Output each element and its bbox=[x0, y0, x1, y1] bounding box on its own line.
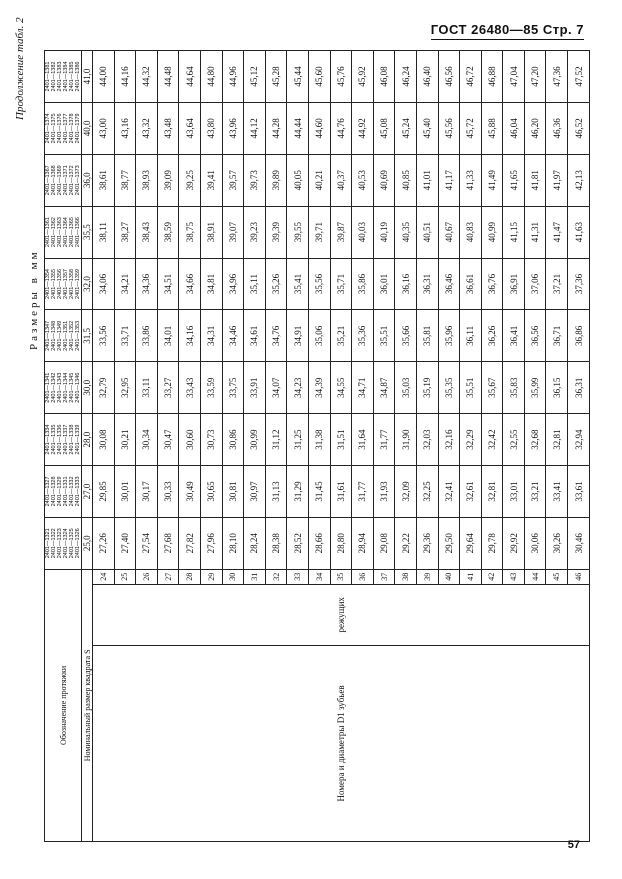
diameter-cell: 47,04 bbox=[503, 51, 525, 103]
diameter-cell: 35,41 bbox=[287, 258, 309, 310]
tooth-number: 32 bbox=[265, 569, 287, 584]
diameter-cell: 45,60 bbox=[308, 51, 330, 103]
diameter-cell: 28,38 bbox=[265, 517, 287, 569]
diameter-cell: 32,79 bbox=[93, 362, 115, 414]
diameter-cell: 44,32 bbox=[136, 51, 158, 103]
diameter-cell: 30,46 bbox=[568, 517, 590, 569]
diameter-cell: 38,11 bbox=[93, 206, 115, 258]
col-codes: 2401—1374 2401—1375 2401—1376 2401—1377 2401—1378 2401—1379 bbox=[45, 102, 82, 154]
diameter-cell: 38,27 bbox=[114, 206, 136, 258]
diameter-cell: 40,85 bbox=[395, 154, 417, 206]
diameter-cell: 34,61 bbox=[244, 310, 266, 362]
diameter-cell: 32,42 bbox=[481, 414, 503, 466]
col-codes: 2401—1381 2401—1382 2401—1383 2401—1384 2401—1385 2401—1386 bbox=[45, 51, 82, 103]
diameter-cell: 36,26 bbox=[481, 310, 503, 362]
diameter-cell: 37,36 bbox=[568, 258, 590, 310]
diameter-cell: 38,59 bbox=[157, 206, 179, 258]
diameter-cell: 30,06 bbox=[524, 517, 546, 569]
diameter-cell: 34,46 bbox=[222, 310, 244, 362]
diameter-cell: 30,73 bbox=[200, 414, 222, 466]
col-codes: 2401—1334 2401—1335 2401—1336 2401—1337 2401—1338 2401—1339 bbox=[45, 414, 82, 466]
diameter-cell: 33,43 bbox=[179, 362, 201, 414]
diameter-cell: 46,52 bbox=[568, 102, 590, 154]
diameter-cell: 30,34 bbox=[136, 414, 158, 466]
diameter-cell: 35,11 bbox=[244, 258, 266, 310]
col-codes: 2401—1347 2401—1348 2401—1349 2401—1351 2401—1352 2401—1353 bbox=[45, 310, 82, 362]
diameter-cell: 30,26 bbox=[546, 517, 568, 569]
diameter-cell: 33,41 bbox=[546, 466, 568, 518]
diameter-cell: 43,48 bbox=[157, 102, 179, 154]
diameter-cell: 35,66 bbox=[395, 310, 417, 362]
diameter-cell: 32,94 bbox=[568, 414, 590, 466]
diameter-cell: 38,93 bbox=[136, 154, 158, 206]
diameter-cell: 33,01 bbox=[503, 466, 525, 518]
codes-row bbox=[45, 51, 82, 842]
diameter-cell: 40,19 bbox=[373, 206, 395, 258]
col-size: 40,0 bbox=[82, 102, 93, 154]
diameter-cell: 36,76 bbox=[481, 258, 503, 310]
col-size: 41,0 bbox=[82, 51, 93, 103]
diameter-cell: 45,44 bbox=[287, 51, 309, 103]
diameter-cell: 39,57 bbox=[222, 154, 244, 206]
diameter-cell: 31,61 bbox=[330, 466, 352, 518]
diameter-cell: 39,25 bbox=[179, 154, 201, 206]
diameter-cell: 34,76 bbox=[265, 310, 287, 362]
table-row bbox=[93, 51, 115, 842]
diameter-cell: 47,52 bbox=[568, 51, 590, 103]
diameter-cell: 35,96 bbox=[438, 310, 460, 362]
diameter-cell: 36,41 bbox=[503, 310, 525, 362]
diameter-cell: 32,09 bbox=[395, 466, 417, 518]
diameter-cell: 30,60 bbox=[179, 414, 201, 466]
diameter-cell: 43,80 bbox=[200, 102, 222, 154]
diameter-cell: 40,83 bbox=[460, 206, 482, 258]
col-codes: 2401—1321 2401—1322 2401—1323 2401—1324 2401—1325 2401—1326 bbox=[45, 517, 82, 569]
diameter-cell: 41,31 bbox=[524, 206, 546, 258]
diameter-cell: 43,16 bbox=[114, 102, 136, 154]
diameter-cell: 36,16 bbox=[395, 258, 417, 310]
diameter-cell: 35,21 bbox=[330, 310, 352, 362]
col-size: 25,0 bbox=[82, 517, 93, 569]
diameter-cell: 32,81 bbox=[546, 414, 568, 466]
diameter-cell: 30,17 bbox=[136, 466, 158, 518]
diameter-cell: 32,55 bbox=[503, 414, 525, 466]
diameter-cell: 35,19 bbox=[416, 362, 438, 414]
diameter-cell: 35,81 bbox=[416, 310, 438, 362]
diameter-cell: 40,51 bbox=[416, 206, 438, 258]
diameter-cell: 31,29 bbox=[287, 466, 309, 518]
diameter-cell: 34,36 bbox=[136, 258, 158, 310]
diameter-cell: 31,25 bbox=[287, 414, 309, 466]
diameter-cell: 35,35 bbox=[438, 362, 460, 414]
tooth-number: 44 bbox=[524, 569, 546, 584]
diameter-cell: 29,50 bbox=[438, 517, 460, 569]
diameter-cell: 31,12 bbox=[265, 414, 287, 466]
diameter-cell: 34,06 bbox=[93, 258, 115, 310]
diameter-cell: 33,71 bbox=[114, 310, 136, 362]
tooth-number: 30 bbox=[222, 569, 244, 584]
tooth-number: 24 bbox=[93, 569, 115, 584]
diameter-cell: 34,55 bbox=[330, 362, 352, 414]
diameter-cell: 40,03 bbox=[352, 206, 374, 258]
diameter-cell: 40,05 bbox=[287, 154, 309, 206]
diameter-cell: 44,60 bbox=[308, 102, 330, 154]
diameter-cell: 30,49 bbox=[179, 466, 201, 518]
diameter-cell: 41,15 bbox=[503, 206, 525, 258]
col-size: 28,0 bbox=[82, 414, 93, 466]
diameter-cell: 27,68 bbox=[157, 517, 179, 569]
diameter-cell: 44,28 bbox=[265, 102, 287, 154]
diameter-cell: 30,08 bbox=[93, 414, 115, 466]
diameter-cell: 35,86 bbox=[352, 258, 374, 310]
col-size: 27,0 bbox=[82, 466, 93, 518]
diameter-cell: 32,61 bbox=[460, 466, 482, 518]
dimensions-table bbox=[44, 50, 590, 842]
diameter-cell: 36,86 bbox=[568, 310, 590, 362]
diameter-cell: 36,56 bbox=[524, 310, 546, 362]
diameter-cell: 31,38 bbox=[308, 414, 330, 466]
tooth-number: 45 bbox=[546, 569, 568, 584]
diameter-cell: 44,16 bbox=[114, 51, 136, 103]
diameter-cell: 44,80 bbox=[200, 51, 222, 103]
diameter-cell: 33,61 bbox=[568, 466, 590, 518]
diameter-cell: 27,54 bbox=[136, 517, 158, 569]
diameter-cell: 29,92 bbox=[503, 517, 525, 569]
diameter-cell: 30,65 bbox=[200, 466, 222, 518]
tooth-number: 37 bbox=[373, 569, 395, 584]
diameter-cell: 35,03 bbox=[395, 362, 417, 414]
diameter-cell: 36,11 bbox=[460, 310, 482, 362]
diameter-cell: 45,12 bbox=[244, 51, 266, 103]
diameter-cell: 46,88 bbox=[481, 51, 503, 103]
diameter-cell: 45,72 bbox=[460, 102, 482, 154]
table-body bbox=[93, 51, 590, 842]
diameter-cell: 33,86 bbox=[136, 310, 158, 362]
diameter-cell: 41,81 bbox=[524, 154, 546, 206]
sizes-row bbox=[82, 51, 93, 842]
table-continuation-label: Продолжение табл. 2 bbox=[14, 17, 26, 120]
diameter-cell: 39,87 bbox=[330, 206, 352, 258]
diameter-cell: 39,09 bbox=[157, 154, 179, 206]
tooth-number: 42 bbox=[481, 569, 503, 584]
diameter-cell: 35,99 bbox=[524, 362, 546, 414]
diameter-cell: 41,17 bbox=[438, 154, 460, 206]
diameter-cell: 44,48 bbox=[157, 51, 179, 103]
tooth-number: 31 bbox=[244, 569, 266, 584]
diameter-cell: 38,43 bbox=[136, 206, 158, 258]
diameter-cell: 33,59 bbox=[200, 362, 222, 414]
tooth-number: 35 bbox=[330, 569, 352, 584]
diameter-cell: 34,81 bbox=[200, 258, 222, 310]
rotated-table-container bbox=[44, 50, 590, 842]
diameter-cell: 39,55 bbox=[287, 206, 309, 258]
diameter-cell: 31,13 bbox=[265, 466, 287, 518]
diameter-cell: 33,21 bbox=[524, 466, 546, 518]
diameter-cell: 28,94 bbox=[352, 517, 374, 569]
diameter-cell: 34,96 bbox=[222, 258, 244, 310]
group-label: Номера и диаметры D1 зубьев bbox=[93, 645, 590, 841]
tooth-number: 41 bbox=[460, 569, 482, 584]
units-label: Размеры в мм bbox=[28, 249, 40, 350]
diameter-cell: 46,56 bbox=[438, 51, 460, 103]
diameter-cell: 32,16 bbox=[438, 414, 460, 466]
diameter-cell: 29,36 bbox=[416, 517, 438, 569]
diameter-cell: 45,28 bbox=[265, 51, 287, 103]
diameter-cell: 34,39 bbox=[308, 362, 330, 414]
diameter-cell: 31,64 bbox=[352, 414, 374, 466]
diameter-cell: 27,26 bbox=[93, 517, 115, 569]
diameter-cell: 33,75 bbox=[222, 362, 244, 414]
diameter-cell: 45,08 bbox=[373, 102, 395, 154]
col-codes: 2401—1327 2401—1328 2401—1329 2401—1331 2401—1332 2401—1333 bbox=[45, 466, 82, 518]
diameter-cell: 41,49 bbox=[481, 154, 503, 206]
diameter-cell: 35,26 bbox=[265, 258, 287, 310]
diameter-cell: 34,87 bbox=[373, 362, 395, 414]
diameter-cell: 36,71 bbox=[546, 310, 568, 362]
diameter-cell: 40,21 bbox=[308, 154, 330, 206]
diameter-cell: 36,31 bbox=[568, 362, 590, 414]
diameter-cell: 41,01 bbox=[416, 154, 438, 206]
diameter-cell: 29,22 bbox=[395, 517, 417, 569]
diameter-cell: 36,15 bbox=[546, 362, 568, 414]
page-header: ГОСТ 26480—85 Стр. 7 bbox=[431, 22, 584, 40]
diameter-cell: 35,56 bbox=[308, 258, 330, 310]
diameter-cell: 31,90 bbox=[395, 414, 417, 466]
diameter-cell: 40,69 bbox=[373, 154, 395, 206]
diameter-cell: 28,10 bbox=[222, 517, 244, 569]
tooth-number: 43 bbox=[503, 569, 525, 584]
diameter-cell: 32,95 bbox=[114, 362, 136, 414]
diameter-cell: 30,81 bbox=[222, 466, 244, 518]
nominal-size-header: Номинальный размер квадрата S bbox=[82, 569, 93, 841]
diameter-cell: 34,51 bbox=[157, 258, 179, 310]
diameter-cell: 30,47 bbox=[157, 414, 179, 466]
diameter-cell: 46,36 bbox=[546, 102, 568, 154]
diameter-cell: 40,37 bbox=[330, 154, 352, 206]
diameter-cell: 43,32 bbox=[136, 102, 158, 154]
diameter-cell: 42,13 bbox=[568, 154, 590, 206]
diameter-cell: 36,46 bbox=[438, 258, 460, 310]
diameter-cell: 45,40 bbox=[416, 102, 438, 154]
diameter-cell: 45,88 bbox=[481, 102, 503, 154]
diameter-cell: 31,93 bbox=[373, 466, 395, 518]
diameter-cell: 40,67 bbox=[438, 206, 460, 258]
diameter-cell: 31,77 bbox=[373, 414, 395, 466]
diameter-cell: 27,40 bbox=[114, 517, 136, 569]
diameter-cell: 34,23 bbox=[287, 362, 309, 414]
diameter-cell: 37,06 bbox=[524, 258, 546, 310]
diameter-cell: 35,36 bbox=[352, 310, 374, 362]
diameter-cell: 35,06 bbox=[308, 310, 330, 362]
diameter-cell: 41,97 bbox=[546, 154, 568, 206]
diameter-cell: 35,51 bbox=[373, 310, 395, 362]
diameter-cell: 46,04 bbox=[503, 102, 525, 154]
diameter-cell: 38,61 bbox=[93, 154, 115, 206]
diameter-cell: 47,20 bbox=[524, 51, 546, 103]
diameter-cell: 39,41 bbox=[200, 154, 222, 206]
tooth-number: 40 bbox=[438, 569, 460, 584]
diameter-cell: 44,64 bbox=[179, 51, 201, 103]
diameter-cell: 29,85 bbox=[93, 466, 115, 518]
diameter-cell: 45,92 bbox=[352, 51, 374, 103]
tooth-number: 36 bbox=[352, 569, 374, 584]
diameter-cell: 36,91 bbox=[503, 258, 525, 310]
diameter-cell: 32,81 bbox=[481, 466, 503, 518]
diameter-cell: 29,64 bbox=[460, 517, 482, 569]
diameter-cell: 30,21 bbox=[114, 414, 136, 466]
tooth-number: 25 bbox=[114, 569, 136, 584]
diameter-cell: 39,23 bbox=[244, 206, 266, 258]
diameter-cell: 28,24 bbox=[244, 517, 266, 569]
diameter-cell: 36,61 bbox=[460, 258, 482, 310]
diameter-cell: 46,08 bbox=[373, 51, 395, 103]
diameter-cell: 33,27 bbox=[157, 362, 179, 414]
diameter-cell: 38,75 bbox=[179, 206, 201, 258]
diameter-cell: 28,66 bbox=[308, 517, 330, 569]
diameter-cell: 33,56 bbox=[93, 310, 115, 362]
diameter-cell: 39,39 bbox=[265, 206, 287, 258]
tooth-number: 33 bbox=[287, 569, 309, 584]
diameter-cell: 30,01 bbox=[114, 466, 136, 518]
diameter-cell: 34,16 bbox=[179, 310, 201, 362]
diameter-cell: 47,36 bbox=[546, 51, 568, 103]
col-codes: 2401—1361 2401—1362 2401—1363 2401—1364 2401—1365 2401—1366 bbox=[45, 206, 82, 258]
diameter-cell: 28,52 bbox=[287, 517, 309, 569]
diameter-cell: 44,92 bbox=[352, 102, 374, 154]
col-size: 31,5 bbox=[82, 310, 93, 362]
diameter-cell: 31,45 bbox=[308, 466, 330, 518]
col-size: 35,5 bbox=[82, 206, 93, 258]
diameter-cell: 30,86 bbox=[222, 414, 244, 466]
diameter-cell: 30,33 bbox=[157, 466, 179, 518]
diameter-cell: 32,41 bbox=[438, 466, 460, 518]
diameter-cell: 31,77 bbox=[352, 466, 374, 518]
diameter-cell: 32,68 bbox=[524, 414, 546, 466]
diameter-cell: 35,67 bbox=[481, 362, 503, 414]
diameter-cell: 34,01 bbox=[157, 310, 179, 362]
tooth-number: 26 bbox=[136, 569, 158, 584]
designation-header: Обозначение протяжки bbox=[45, 569, 82, 841]
diameter-cell: 44,76 bbox=[330, 102, 352, 154]
diameter-cell: 43,96 bbox=[222, 102, 244, 154]
diameter-cell: 32,25 bbox=[416, 466, 438, 518]
diameter-cell: 46,24 bbox=[395, 51, 417, 103]
col-size: 32,0 bbox=[82, 258, 93, 310]
diameter-cell: 39,07 bbox=[222, 206, 244, 258]
diameter-cell: 43,00 bbox=[93, 102, 115, 154]
diameter-cell: 40,35 bbox=[395, 206, 417, 258]
diameter-cell: 38,77 bbox=[114, 154, 136, 206]
diameter-cell: 39,73 bbox=[244, 154, 266, 206]
diameter-cell: 31,51 bbox=[330, 414, 352, 466]
diameter-cell: 40,99 bbox=[481, 206, 503, 258]
diameter-cell: 46,72 bbox=[460, 51, 482, 103]
diameter-cell: 33,11 bbox=[136, 362, 158, 414]
col-codes: 2401—1367 2401—1368 2401—1369 2401—1371 2401—1372 2401—1373 bbox=[45, 154, 82, 206]
diameter-cell: 34,91 bbox=[287, 310, 309, 362]
cutting-label: режущих bbox=[93, 584, 590, 645]
diameter-cell: 39,89 bbox=[265, 154, 287, 206]
diameter-cell: 35,83 bbox=[503, 362, 525, 414]
diameter-cell: 46,40 bbox=[416, 51, 438, 103]
tooth-number: 38 bbox=[395, 569, 417, 584]
diameter-cell: 27,96 bbox=[200, 517, 222, 569]
diameter-cell: 41,33 bbox=[460, 154, 482, 206]
tooth-number: 29 bbox=[200, 569, 222, 584]
diameter-cell: 36,01 bbox=[373, 258, 395, 310]
page-number: 57 bbox=[567, 839, 580, 851]
diameter-cell: 29,08 bbox=[373, 517, 395, 569]
diameter-cell: 45,76 bbox=[330, 51, 352, 103]
diameter-cell: 44,12 bbox=[244, 102, 266, 154]
diameter-cell: 34,71 bbox=[352, 362, 374, 414]
diameter-cell: 41,63 bbox=[568, 206, 590, 258]
diameter-cell: 28,80 bbox=[330, 517, 352, 569]
diameter-cell: 27,82 bbox=[179, 517, 201, 569]
diameter-cell: 43,64 bbox=[179, 102, 201, 154]
diameter-cell: 38,91 bbox=[200, 206, 222, 258]
diameter-cell: 37,21 bbox=[546, 258, 568, 310]
tooth-number: 39 bbox=[416, 569, 438, 584]
diameter-cell: 45,56 bbox=[438, 102, 460, 154]
diameter-cell: 30,99 bbox=[244, 414, 266, 466]
tooth-number: 27 bbox=[157, 569, 179, 584]
tooth-number: 46 bbox=[568, 569, 590, 584]
diameter-cell: 44,96 bbox=[222, 51, 244, 103]
col-size: 36,0 bbox=[82, 154, 93, 206]
diameter-cell: 44,44 bbox=[287, 102, 309, 154]
diameter-cell: 34,66 bbox=[179, 258, 201, 310]
tooth-number: 34 bbox=[308, 569, 330, 584]
diameter-cell: 34,07 bbox=[265, 362, 287, 414]
diameter-cell: 32,03 bbox=[416, 414, 438, 466]
diameter-cell: 29,78 bbox=[481, 517, 503, 569]
diameter-cell: 45,24 bbox=[395, 102, 417, 154]
col-codes: 2401—1341 2401—1342 2401—1343 2401—1344 2401—1345 2401—1346 bbox=[45, 362, 82, 414]
diameter-cell: 30,97 bbox=[244, 466, 266, 518]
diameter-cell: 33,91 bbox=[244, 362, 266, 414]
col-size: 30,0 bbox=[82, 362, 93, 414]
diameter-cell: 40,53 bbox=[352, 154, 374, 206]
diameter-cell: 39,71 bbox=[308, 206, 330, 258]
diameter-cell: 36,31 bbox=[416, 258, 438, 310]
tooth-number: 28 bbox=[179, 569, 201, 584]
diameter-cell: 35,51 bbox=[460, 362, 482, 414]
diameter-cell: 34,31 bbox=[200, 310, 222, 362]
diameter-cell: 32,29 bbox=[460, 414, 482, 466]
col-codes: 2401—1354 2401—1355 2401—1356 2401—1357 2401—1358 2401—1359 bbox=[45, 258, 82, 310]
diameter-cell: 44,00 bbox=[93, 51, 115, 103]
diameter-cell: 41,47 bbox=[546, 206, 568, 258]
diameter-cell: 41,65 bbox=[503, 154, 525, 206]
diameter-cell: 46,20 bbox=[524, 102, 546, 154]
diameter-cell: 35,71 bbox=[330, 258, 352, 310]
diameter-cell: 34,21 bbox=[114, 258, 136, 310]
